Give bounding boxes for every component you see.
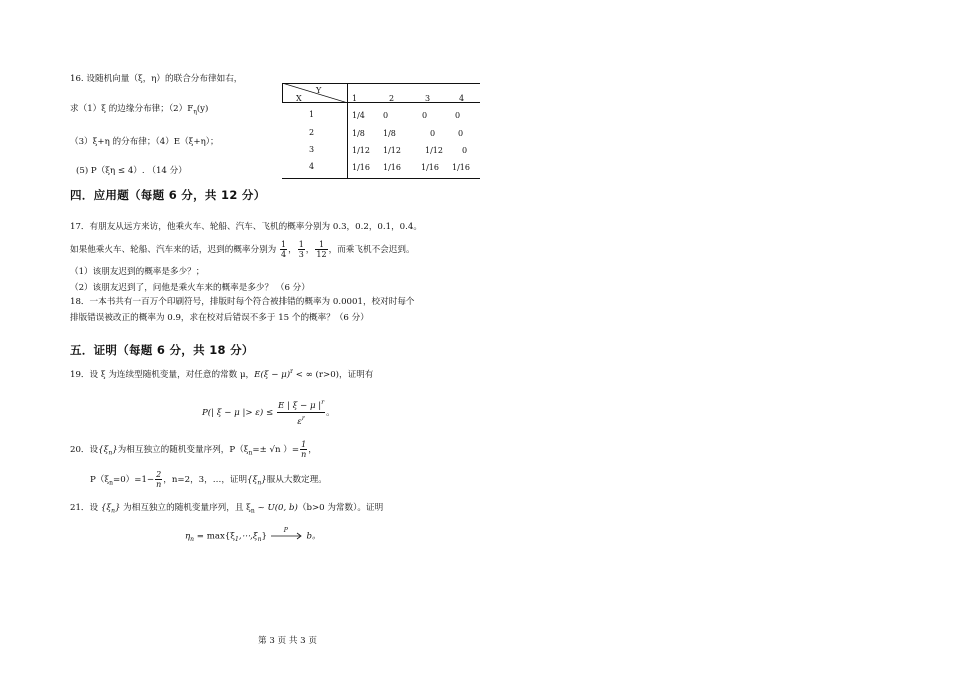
frac-numerator: 1: [315, 240, 327, 250]
table-cell: 1/16: [383, 163, 401, 172]
q20-line1-start: 20．设: [70, 445, 99, 455]
table-cell: 1/12: [425, 146, 443, 155]
q16-line2-end: (y): [196, 104, 209, 114]
q21-formula-close: }: [261, 531, 267, 542]
table-diagonal: [282, 83, 348, 103]
frac-numerator: [277, 397, 325, 413]
q20-line1-sub: n: [248, 449, 253, 457]
table-cell: 0: [458, 129, 464, 138]
table-col-header: 2: [389, 94, 395, 103]
q18-line1: 18．一本书共有一百万个印刷符号，排版时每个符合被排错的概率为 0.0001，校对时每个: [70, 297, 415, 307]
q20-line2-start: P（ξ: [90, 475, 110, 485]
q20-sequence-2: [247, 475, 267, 485]
table-cell: 1/4: [352, 111, 365, 120]
page-footer: 第 3 页 共 3 页: [258, 636, 317, 646]
q20-seq-open: {ξ: [98, 445, 109, 455]
section-4-heading: 四．应用题（每题 6 分，共 12 分）: [70, 188, 266, 202]
frac-numerator: 1: [281, 240, 287, 249]
q19-formula: [202, 397, 335, 428]
q21-line1-sub: n: [250, 507, 255, 515]
joint-distribution-table: [282, 83, 480, 179]
q20-seq2-close: }: [261, 475, 267, 485]
q21-formula-start: η: [185, 531, 191, 542]
q20-sequence: [98, 445, 118, 455]
q17-fraction-1: [280, 240, 287, 259]
q20-line2-end: 服从大数定理。: [266, 475, 327, 485]
q19-formula-end: 。: [326, 407, 335, 418]
q20-line1-mid: 为相互独立的随机变量序列，P（ξ: [117, 445, 249, 455]
q21-arrow-label: P: [283, 527, 288, 534]
table-cell: 1/8: [352, 129, 365, 138]
table-col-header: 3: [425, 94, 431, 103]
table-y-label: Y: [316, 86, 322, 95]
q19-line1-start: 19．设 ξ 为连续型随机变量，对任意的常数 μ，: [70, 369, 255, 380]
q16-line2-sub: η: [193, 108, 197, 116]
table-cell: 1/8: [383, 129, 396, 138]
q21-seq-close: }: [114, 503, 121, 513]
frac-denominator: 3: [298, 250, 304, 259]
q21-distribution: ~ U(0, b): [254, 503, 298, 513]
q18-line2: 排版错误被改正的概率为 0.9，求在校对后错误不多于 15 个的概率？（6 分）: [70, 313, 369, 323]
q17-fraction-3: [315, 240, 327, 259]
frac-numerator: 1: [298, 240, 304, 249]
frac-denominator: 4: [281, 250, 287, 259]
table-row-label: 2: [309, 128, 315, 137]
table-cell: 1/16: [452, 163, 470, 172]
q21-formula-mid: = max{ξ: [194, 531, 236, 542]
q16-line3: （3）ξ+η 的分布律；（4）E（ξ+η）；: [70, 137, 219, 147]
section-5-heading: 五．证明（每题 6 分，共 18 分）: [70, 343, 254, 357]
q21-seq-sub: n: [111, 507, 115, 515]
table-row-label: 4: [309, 162, 315, 171]
q17-line1: 17．有朋友从远方来访，他乘火车、轮船、汽车、飞机的概率分别为 0.3，0.2，0.1，0.4。: [70, 222, 422, 232]
arrow-right-icon: [270, 531, 304, 541]
q17-sub2: （2）该朋友迟到了，问他是乘火车来的概率是多少？ （6 分）: [70, 283, 310, 293]
q19-formula-num-sup: r: [321, 399, 325, 406]
q19-exponent: r: [290, 368, 293, 375]
q17-line2-end: ，而乘飞机不会迟到。: [328, 245, 415, 255]
q16-line4: (5) P（ξη ≤ 4）. （14 分）: [76, 166, 187, 176]
q20-fraction-1: [300, 440, 307, 459]
table-row-label: 3: [309, 145, 315, 154]
q19-formula-den-sup: r: [301, 414, 305, 422]
q19-formula-left: P(| ξ − μ |> ε) ≤: [202, 407, 274, 418]
q21-formula-end: b。: [303, 531, 321, 542]
q19-line1: [70, 366, 373, 381]
q20-line2: [90, 470, 327, 489]
q19-formula-num: E | ξ − μ |: [277, 400, 322, 411]
frac-denominator: [277, 413, 325, 428]
q21-seq-open: {ξ: [100, 503, 112, 513]
table-cell: 1/12: [352, 146, 370, 155]
q20-seq2-sub: n: [257, 479, 262, 487]
q20-seq2-open: {ξ: [247, 475, 258, 485]
q21-line1-end: （b>0 为常数）。证明: [297, 503, 384, 513]
q17-line2-start: 如果他乘火车、轮船、汽车来的话，迟到的概率分别为: [70, 245, 277, 255]
frac-denominator: n: [301, 450, 307, 459]
q19-line1-end: < ∞ (r>0)，证明有: [292, 369, 374, 380]
table-cell: 0: [383, 111, 389, 120]
frac-numerator: 1: [301, 440, 307, 449]
q19-formula-den: ε: [297, 416, 302, 427]
q17-line2: 如果他乘火车、轮船、汽车来的话，迟到的概率分别为 $\frac{1}{4}$ ， $\frac{1}{3}$ ， $\frac{1}{12}$ ，而乘飞机不会迟到。: [70, 240, 415, 259]
q16-line1: 16. 设随机向量（ξ，η）的联合分布律如右，: [70, 74, 243, 84]
q20-line2-mid: ，n=2，3，…，证明: [163, 475, 248, 485]
q16-line2-text: 求（1）ξ 的边缘分布律；（2）F: [70, 104, 194, 114]
table-cell: 0: [455, 111, 461, 120]
table-x-label: X: [296, 94, 302, 103]
frac-denominator: 12: [316, 250, 327, 259]
q20-fraction-2: [155, 470, 162, 489]
table-cell: 1/16: [421, 163, 439, 172]
q20-line1: [70, 440, 317, 459]
q20-seq-sub: n: [108, 449, 113, 457]
table-cell: 1/16: [352, 163, 370, 172]
q19-formula-fraction: [277, 397, 325, 428]
q17-sub1: （1）该朋友迟到的概率是多少？；: [70, 267, 205, 277]
q20-line2-sub: n: [109, 479, 113, 487]
q21-formula-sub: n: [190, 536, 195, 544]
table-cell: 0: [422, 111, 428, 120]
q21-line1: [70, 503, 383, 517]
table-col-header: 1: [352, 94, 358, 103]
q21-convergence-arrow: [270, 527, 304, 541]
q20-line1-eq: =± √n ）=: [252, 445, 300, 455]
q21-line1-mid: 为相互独立的随机变量序列，且 ξ: [123, 503, 251, 513]
table-cell: 0: [430, 129, 436, 138]
q21-formula: [185, 527, 321, 545]
q20-line1-end: ，: [308, 445, 317, 455]
q19-expectation: E(ξ − μ): [254, 369, 291, 380]
table-bottom-rule: [282, 178, 480, 179]
q20-line2-eq: =0）=1−: [113, 475, 155, 485]
q21-formula-subn: n: [257, 536, 262, 544]
table-row-label: 1: [309, 110, 315, 119]
q21-formula-mid2: ,⋯,ξ: [238, 531, 258, 542]
frac-denominator: n: [156, 480, 162, 489]
q21-line1-start: 21．设: [70, 503, 99, 513]
q16-line2: [70, 104, 208, 118]
table-col-header: 4: [459, 94, 465, 103]
q21-formula-sub1: 1: [235, 536, 239, 544]
frac-numerator: 2: [156, 470, 162, 479]
q21-sequence: [101, 503, 121, 513]
q20-seq-close: }: [112, 445, 118, 455]
table-cell: 1/12: [383, 146, 401, 155]
table-cell: 0: [462, 146, 468, 155]
q17-fraction-2: [298, 240, 305, 259]
